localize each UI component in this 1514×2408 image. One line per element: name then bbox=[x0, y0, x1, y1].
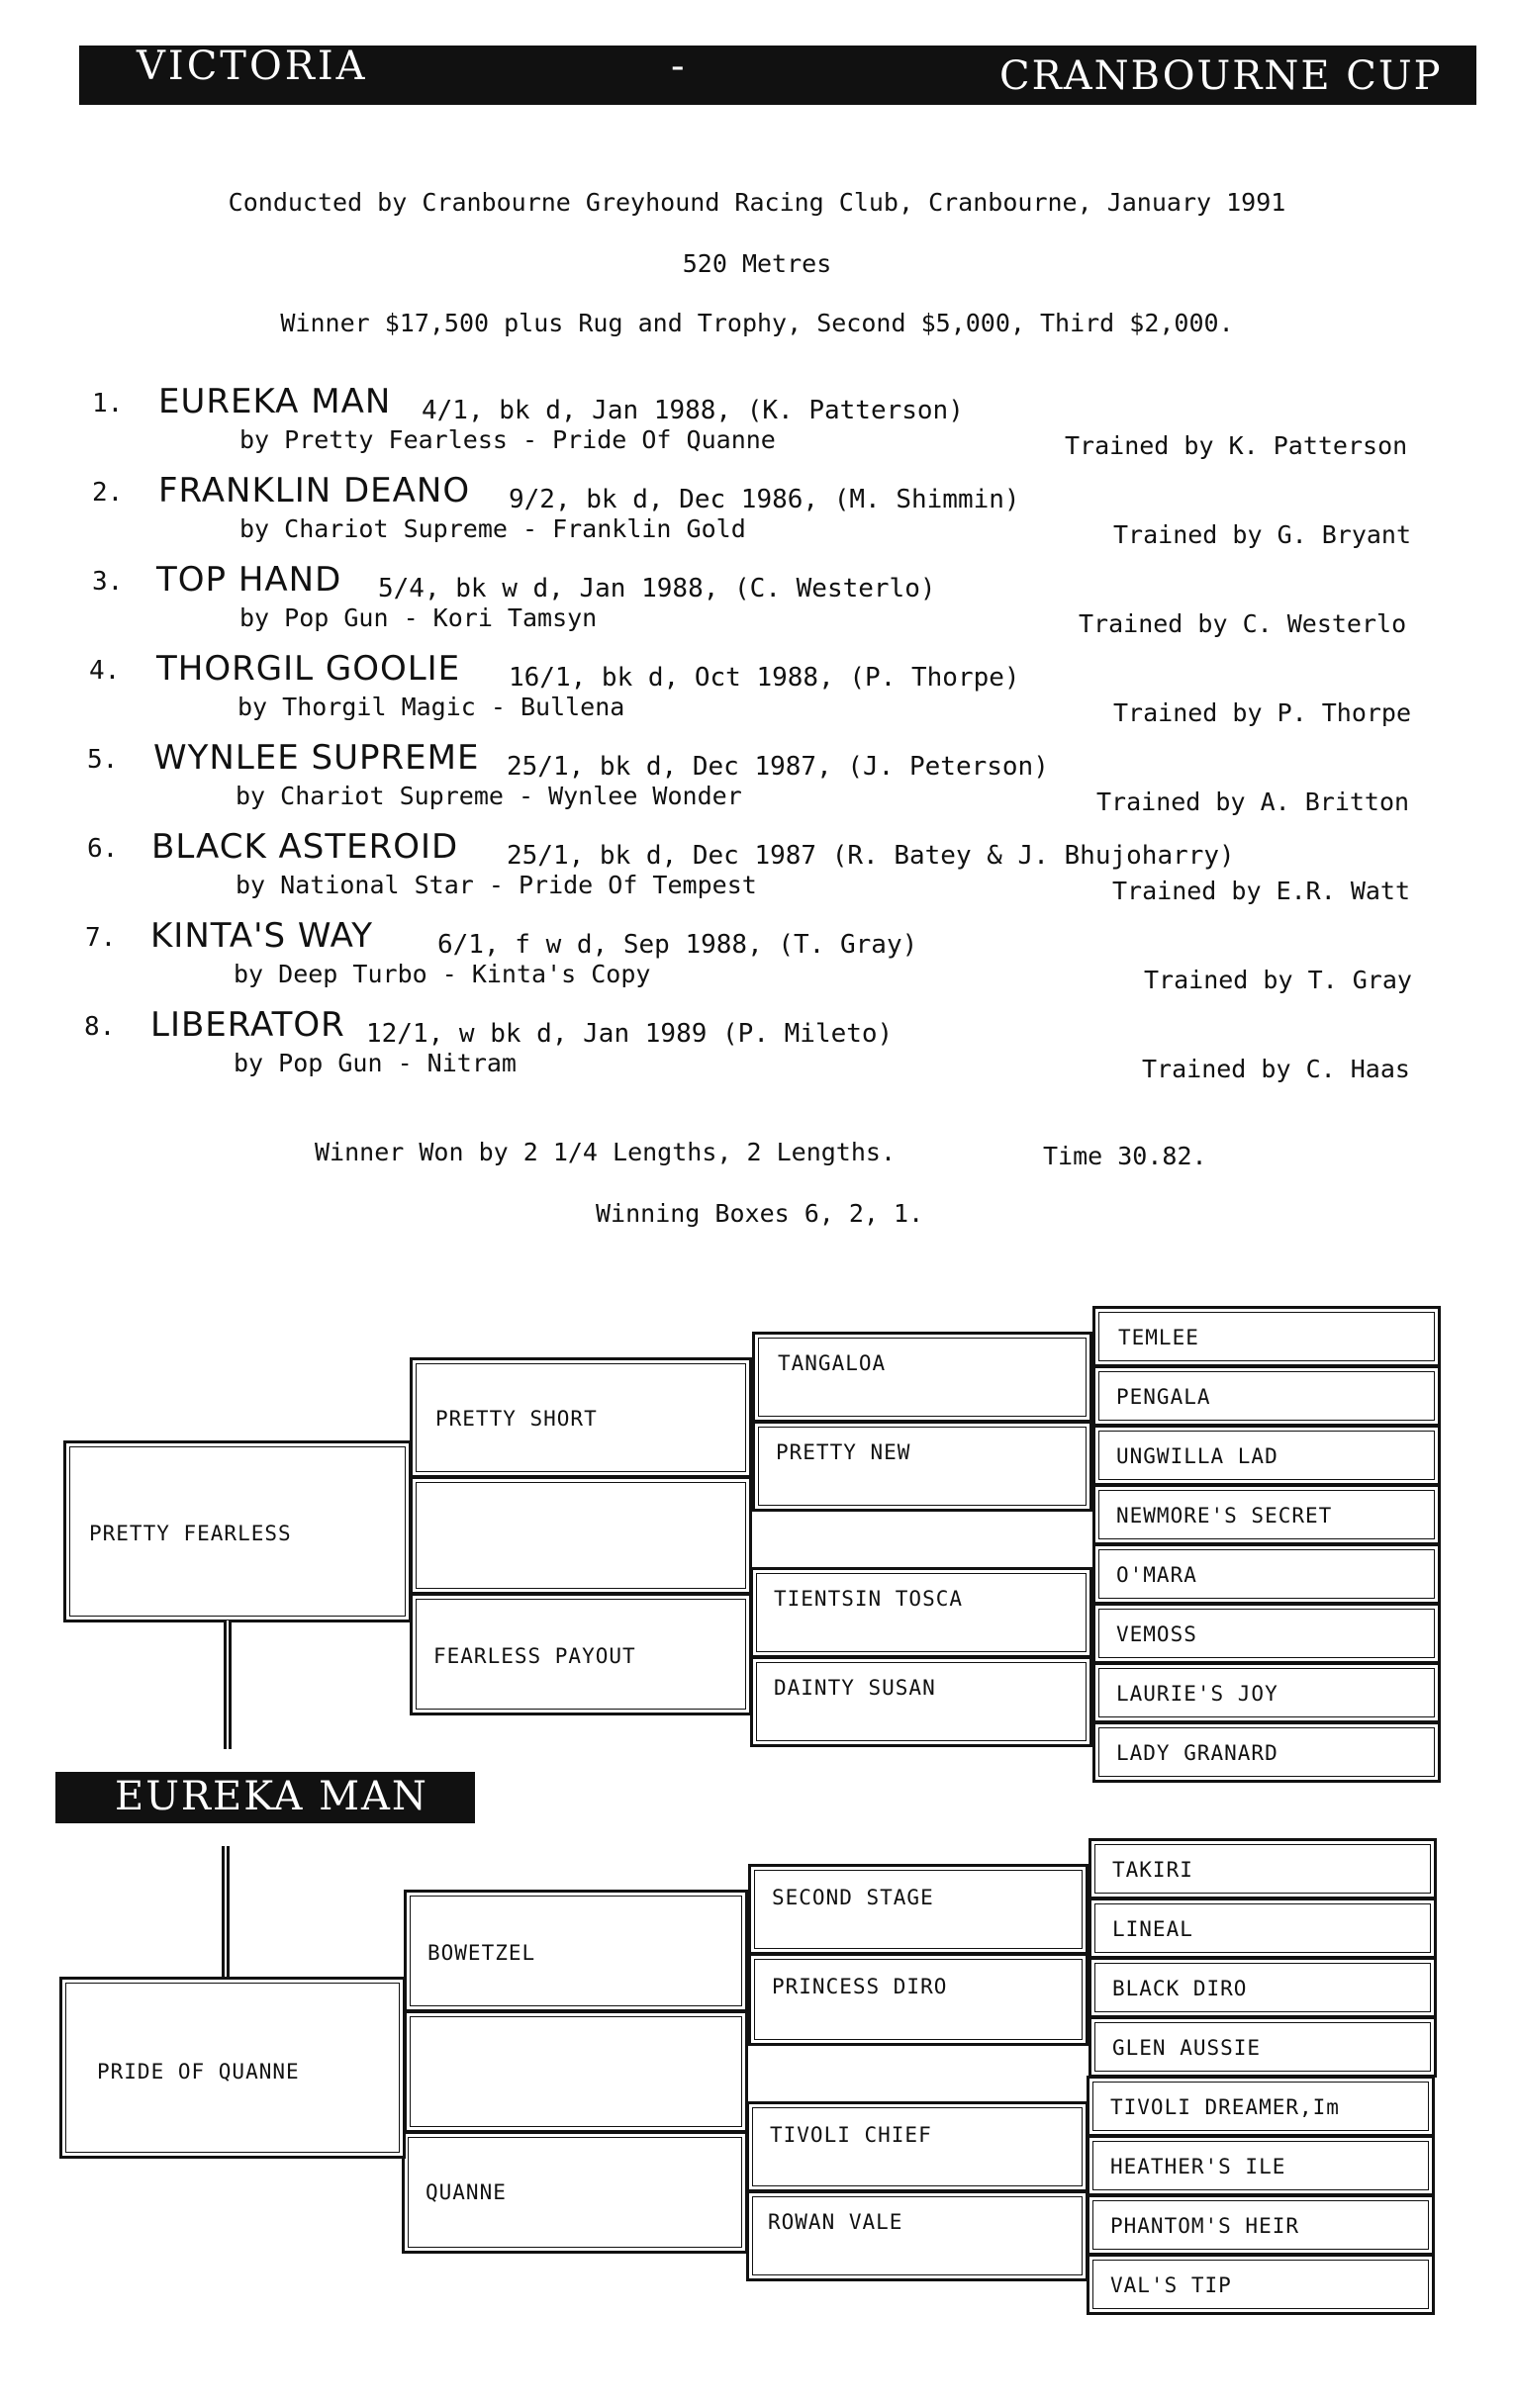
winning-margin: Winner Won by 2 1/4 Lengths, 2 Lengths. bbox=[315, 1138, 896, 1166]
header-state: VICTORIA bbox=[137, 44, 368, 89]
greyhound-name: KINTA'S WAY bbox=[150, 916, 374, 956]
pedigree-box bbox=[750, 1567, 1092, 1658]
pedigree-box bbox=[752, 1332, 1092, 1423]
greyhound-trainer: Trained by G. Bryant bbox=[1113, 520, 1412, 549]
pedigree-box bbox=[750, 1656, 1092, 1747]
greyhound-details: 5/4, bk w d, Jan 1988, (C. Westerlo) bbox=[378, 574, 936, 603]
pedigree-box bbox=[410, 1476, 752, 1595]
parent-name: QUANNE bbox=[426, 2180, 507, 2204]
grandparent-name: TANGALOA bbox=[778, 1351, 887, 1375]
greyhound-name: WYNLEE SUPREME bbox=[153, 738, 480, 778]
great-grandparent-name: NEWMORE'S SECRET bbox=[1116, 1504, 1333, 1528]
greyhound-details: 9/2, bk d, Dec 1986, (M. Shimmin) bbox=[509, 485, 1020, 514]
greyhound-trainer: Trained by A. Britton bbox=[1096, 787, 1410, 816]
pedigree-connector bbox=[222, 1846, 230, 1979]
sire-name: PRETTY FEARLESS bbox=[89, 1522, 292, 1545]
placing-number: 2. bbox=[92, 478, 124, 508]
great-grandparent-name: HEATHER'S ILE bbox=[1110, 2155, 1286, 2178]
greyhound-name: TOP HAND bbox=[156, 560, 342, 600]
placing-number: 1. bbox=[92, 389, 124, 418]
greyhound-details: 25/1, bk d, Dec 1987 (R. Batey & J. Bhujoharry) bbox=[507, 841, 1235, 871]
grandparent-name: PRETTY NEW bbox=[776, 1440, 911, 1464]
greyhound-trainer: Trained by T. Gray bbox=[1144, 966, 1412, 994]
race-prizemoney: Winner $17,500 plus Rug and Trophy, Second $5,000, Third $2,000. bbox=[280, 309, 1234, 337]
great-grandparent-name: O'MARA bbox=[1116, 1563, 1197, 1587]
placing-number: 5. bbox=[87, 745, 119, 775]
greyhound-details: 16/1, bk d, Oct 1988, (P. Thorpe) bbox=[509, 663, 1020, 693]
dam-name: PRIDE OF QUANNE bbox=[97, 2060, 300, 2084]
greyhound-name: BLACK ASTEROID bbox=[151, 827, 459, 867]
pedigree-box bbox=[404, 2010, 748, 2133]
pedigree-box bbox=[746, 2101, 1088, 2192]
great-grandparent-name: VAL'S TIP bbox=[1110, 2273, 1232, 2297]
placing-number: 6. bbox=[87, 834, 119, 864]
great-grandparent-name: GLEN AUSSIE bbox=[1112, 2036, 1262, 2060]
greyhound-trainer: Trained by C. Haas bbox=[1142, 1055, 1410, 1083]
greyhound-breeding: by Pretty Fearless - Pride Of Quanne bbox=[239, 425, 776, 454]
greyhound-name: LIBERATOR bbox=[150, 1005, 345, 1045]
great-grandparent-name: TEMLEE bbox=[1118, 1326, 1199, 1349]
race-distance: 520 Metres bbox=[682, 249, 832, 278]
pedigree-box bbox=[752, 1421, 1092, 1512]
greyhound-breeding: by Thorgil Magic - Bullena bbox=[237, 693, 625, 721]
greyhound-name: EUREKA MAN bbox=[158, 382, 392, 421]
grandparent-name: DAINTY SUSAN bbox=[774, 1676, 936, 1700]
winning-boxes: Winning Boxes 6, 2, 1. bbox=[596, 1199, 924, 1228]
greyhound-name: THORGIL GOOLIE bbox=[156, 649, 461, 689]
greyhound-breeding: by Pop Gun - Nitram bbox=[234, 1049, 517, 1077]
greyhound-name: FRANKLIN DEANO bbox=[158, 471, 471, 510]
great-grandparent-name: LINEAL bbox=[1112, 1917, 1193, 1941]
greyhound-breeding: by Chariot Supreme - Wynlee Wonder bbox=[236, 782, 742, 810]
placing-number: 3. bbox=[92, 567, 124, 597]
great-grandparent-name: TIVOLI DREAMER,Im bbox=[1110, 2095, 1340, 2119]
great-grandparent-name: PENGALA bbox=[1116, 1385, 1211, 1409]
pedigree-box bbox=[748, 1953, 1088, 2046]
header-separator: - bbox=[671, 44, 685, 89]
grandparent-name: TIVOLI CHIEF bbox=[770, 2123, 932, 2147]
subject-name: EUREKA MAN bbox=[115, 1774, 428, 1819]
greyhound-breeding: by Chariot Supreme - Franklin Gold bbox=[239, 514, 746, 543]
greyhound-trainer: Trained by K. Patterson bbox=[1065, 431, 1408, 460]
grandparent-name: TIENTSIN TOSCA bbox=[774, 1587, 964, 1611]
pedigree-box bbox=[746, 2190, 1088, 2281]
great-grandparent-name: VEMOSS bbox=[1116, 1622, 1197, 1646]
great-grandparent-name: UNGWILLA LAD bbox=[1116, 1444, 1278, 1468]
greyhound-details: 4/1, bk d, Jan 1988, (K. Patterson) bbox=[422, 396, 964, 425]
great-grandparent-name: LADY GRANARD bbox=[1116, 1741, 1278, 1765]
greyhound-details: 12/1, w bk d, Jan 1989 (P. Mileto) bbox=[366, 1019, 894, 1049]
parent-name: BOWETZEL bbox=[427, 1941, 536, 1965]
greyhound-breeding: by National Star - Pride Of Tempest bbox=[236, 871, 757, 899]
header-race-title: CRANBOURNE CUP bbox=[999, 53, 1443, 99]
placing-number: 7. bbox=[85, 923, 117, 953]
pedigree-connector bbox=[224, 1621, 232, 1749]
great-grandparent-name: PHANTOM'S HEIR bbox=[1110, 2214, 1300, 2238]
greyhound-details: 25/1, bk d, Dec 1987, (J. Peterson) bbox=[507, 752, 1049, 782]
greyhound-breeding: by Pop Gun - Kori Tamsyn bbox=[239, 603, 598, 632]
race-conducted-by: Conducted by Cranbourne Greyhound Racing Club, Cranbourne, January 1991 bbox=[228, 188, 1286, 217]
pedigree-box bbox=[748, 1864, 1088, 1955]
parent-name: PRETTY SHORT bbox=[435, 1407, 598, 1431]
greyhound-breeding: by Deep Turbo - Kinta's Copy bbox=[234, 960, 651, 988]
greyhound-details: 6/1, f w d, Sep 1988, (T. Gray) bbox=[437, 930, 918, 960]
greyhound-trainer: Trained by C. Westerlo bbox=[1079, 609, 1407, 638]
parent-name: FEARLESS PAYOUT bbox=[433, 1644, 636, 1668]
greyhound-trainer: Trained by E.R. Watt bbox=[1112, 877, 1411, 905]
grandparent-name: ROWAN VALE bbox=[768, 2210, 903, 2234]
grandparent-name: PRINCESS DIRO bbox=[772, 1975, 948, 1998]
grandparent-name: SECOND STAGE bbox=[772, 1886, 934, 1909]
placing-number: 4. bbox=[89, 656, 121, 686]
great-grandparent-name: TAKIRI bbox=[1112, 1858, 1193, 1882]
winning-time: Time 30.82. bbox=[1043, 1142, 1207, 1170]
placing-number: 8. bbox=[84, 1012, 116, 1042]
greyhound-trainer: Trained by P. Thorpe bbox=[1113, 698, 1412, 727]
great-grandparent-name: BLACK DIRO bbox=[1112, 1977, 1248, 2000]
great-grandparent-name: LAURIE'S JOY bbox=[1116, 1682, 1278, 1706]
